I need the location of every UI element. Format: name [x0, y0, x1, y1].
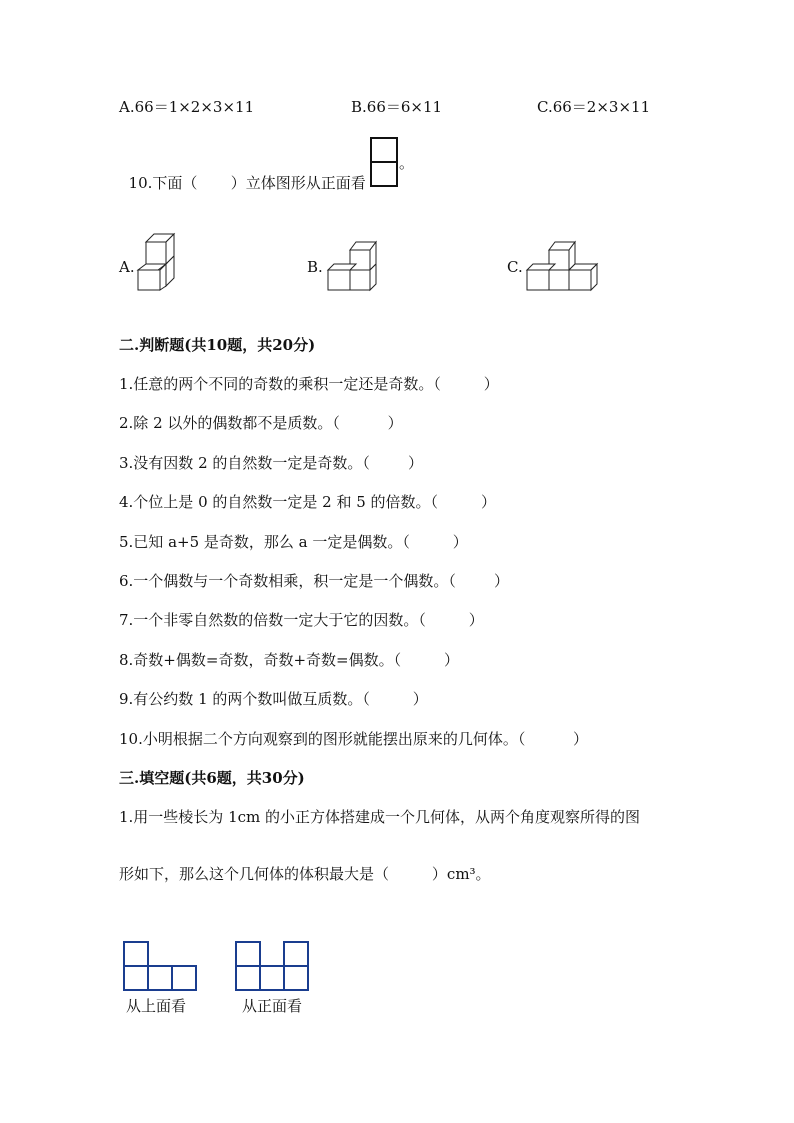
q9-option-b: B.66＝6×11 [351, 98, 443, 116]
q10-prompt [119, 153, 366, 193]
judge-item-8: 8.奇数+偶数=奇数，奇数+奇数=偶数。（ ） [119, 651, 459, 669]
q10-option-c-label: C. [507, 258, 523, 276]
q10-option-c-figure [525, 238, 601, 294]
q10-option-b-label: B. [307, 258, 323, 276]
judge-item-1: 1.任意的两个不同的奇数的乘积一定还是奇数。（ ） [119, 375, 499, 393]
fill-q1-line2: 形如下，那么这个几何体的体积最大是（ ）cm³。 [119, 865, 491, 883]
judge-item-10: 10.小明根据二个方向观察到的图形就能摆出原来的几何体。（ ） [119, 730, 589, 748]
q9-option-a: A.66＝1×2×3×11 [119, 98, 255, 116]
q10-text: 10.下面（ ）立体图形从正面看 [128, 174, 366, 192]
judge-item-3: 3.没有因数 2 的自然数一定是奇数。（ ） [119, 454, 424, 472]
q10-option-b-figure [326, 238, 382, 294]
judge-item-4: 4.个位上是 0 的自然数一定是 2 和 5 的倍数。（ ） [119, 493, 496, 511]
judge-item-2: 2.除 2 以外的偶数都不是质数。（ ） [119, 414, 403, 432]
q10-option-a-label: A. [119, 258, 135, 276]
judge-item-6: 6.一个偶数与一个奇数相乘，积一定是一个偶数。（ ） [119, 572, 509, 590]
q10-text-end: 。 [399, 154, 415, 172]
judge-item-7: 7.一个非零自然数的倍数一定大于它的因数。（ ） [119, 611, 484, 629]
q9-option-c: C.66＝2×3×11 [537, 98, 651, 116]
top-view-label: 从上面看 [126, 997, 187, 1015]
fill-q1-line1: 1.用一些棱长为 1cm 的小正方体搭建成一个几何体，从两个角度观察所得的图 [119, 808, 641, 826]
section3-title: 三.填空题(共6题，共30分) [119, 769, 305, 787]
top-view-grid [122, 940, 202, 994]
q10-front-view-figure [370, 137, 400, 189]
judge-item-9: 9.有公约数 1 的两个数叫做互质数。（ ） [119, 690, 428, 708]
section2-title: 二.判断题(共10题，共20分) [119, 336, 316, 354]
front-view-label: 从正面看 [242, 997, 303, 1015]
front-view-grid [234, 940, 314, 994]
q10-option-a-figure [136, 230, 180, 294]
judge-item-5: 5.已知 a+5 是奇数，那么 a 一定是偶数。（ ） [119, 533, 468, 551]
